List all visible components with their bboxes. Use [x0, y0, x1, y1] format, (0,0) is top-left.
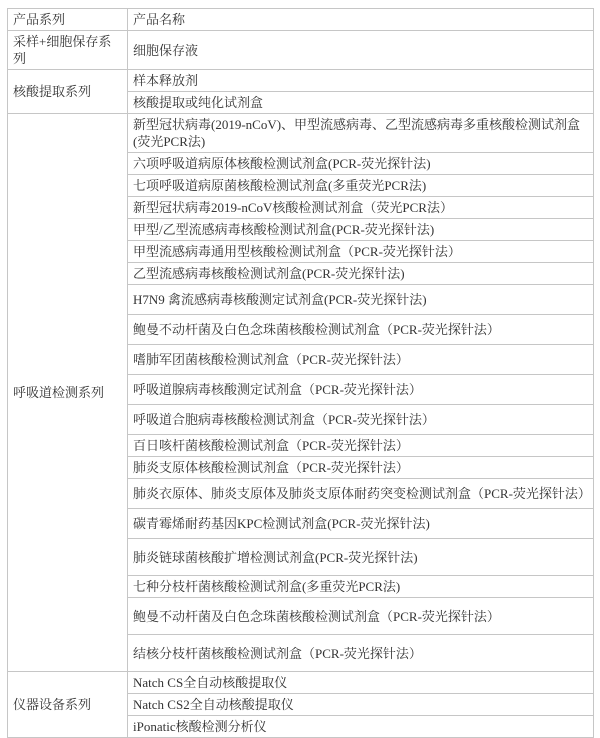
- product-name-cell: 乙型流感病毒核酸检测试剂盒(PCR-荧光探针法): [128, 263, 594, 285]
- product-name-cell: 七项呼吸道病原菌核酸检测试剂盒(多重荧光PCR法): [128, 175, 594, 197]
- product-name-cell: iPonatic核酸检测分析仪: [128, 716, 594, 738]
- product-name-cell: 碳青霉烯耐药基因KPC检测试剂盒(PCR-荧光探针法): [128, 509, 594, 539]
- series-cell: 核酸提取系列: [8, 70, 128, 114]
- product-name-cell: Natch CS2全自动核酸提取仪: [128, 694, 594, 716]
- product-name-cell: 核酸提取或纯化试剂盒: [128, 92, 594, 114]
- product-row: [8, 672, 594, 694]
- product-name-cell: 结核分枝杆菌核酸检测试剂盒（PCR-荧光探针法）: [128, 635, 594, 672]
- product-row: [8, 114, 594, 153]
- product-name-cell: H7N9 禽流感病毒核酸测定试剂盒(PCR-荧光探针法): [128, 285, 594, 315]
- product-table: [7, 8, 594, 738]
- product-name-cell: 新型冠状病毒2019-nCoV核酸检测试剂盒（荧光PCR法）: [128, 197, 594, 219]
- product-name-cell: 六项呼吸道病原体核酸检测试剂盒(PCR-荧光探针法): [128, 153, 594, 175]
- product-name-cell: 鲍曼不动杆菌及白色念珠菌核酸检测试剂盒（PCR-荧光探针法）: [128, 315, 594, 345]
- product-name-cell: 肺炎衣原体、肺炎支原体及肺炎支原体耐药突变检测试剂盒（PCR-荧光探针法）: [128, 479, 594, 509]
- product-row: [8, 70, 594, 92]
- product-name-cell: 呼吸道腺病毒核酸测定试剂盒（PCR-荧光探针法）: [128, 375, 594, 405]
- product-name-cell: 七种分枝杆菌核酸检测试剂盒(多重荧光PCR法): [128, 576, 594, 598]
- product-name-cell: 甲型流感病毒通用型核酸检测试剂盒（PCR-荧光探针法）: [128, 241, 594, 263]
- product-row: [8, 31, 594, 70]
- series-cell: 仪器设备系列: [8, 672, 128, 738]
- product-name-cell: 百日咳杆菌核酸检测试剂盒（PCR-荧光探针法）: [128, 435, 594, 457]
- series-cell: 采样+细胞保存系列: [8, 31, 128, 70]
- product-name-cell: 新型冠状病毒(2019-nCoV)、甲型流感病毒、乙型流感病毒多重核酸检测试剂盒(荧光PCR法): [128, 114, 594, 153]
- product-name-cell: 嗜肺军团菌核酸检测试剂盒（PCR-荧光探针法）: [128, 345, 594, 375]
- series-cell: 呼吸道检测系列: [8, 114, 128, 672]
- column-header-series: 产品系列: [8, 9, 128, 31]
- column-header-product-name: 产品名称: [128, 9, 594, 31]
- product-name-cell: 甲型/乙型流感病毒核酸检测试剂盒(PCR-荧光探针法): [128, 219, 594, 241]
- product-name-cell: 细胞保存液: [128, 31, 594, 70]
- product-name-cell: 肺炎支原体核酸检测试剂盒（PCR-荧光探针法）: [128, 457, 594, 479]
- product-name-cell: 鲍曼不动杆菌及白色念珠菌核酸检测试剂盒（PCR-荧光探针法）: [128, 598, 594, 635]
- table-header-row: [8, 9, 594, 31]
- product-name-cell: 样本释放剂: [128, 70, 594, 92]
- product-name-cell: Natch CS全自动核酸提取仪: [128, 672, 594, 694]
- product-name-cell: 肺炎链球菌核酸扩增检测试剂盒(PCR-荧光探针法): [128, 539, 594, 576]
- product-name-cell: 呼吸道合胞病毒核酸检测试剂盒（PCR-荧光探针法）: [128, 405, 594, 435]
